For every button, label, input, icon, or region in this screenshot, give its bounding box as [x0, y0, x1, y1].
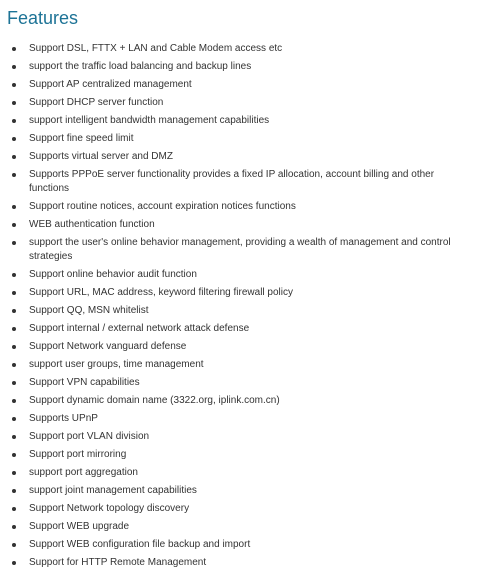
feature-text: Support DSL, FTTX + LAN and Cable Modem access etc [29, 43, 283, 54]
bullet-dot-icon [12, 241, 16, 245]
list-item [7, 218, 470, 232]
list-item [7, 358, 470, 372]
list-item [7, 268, 470, 282]
feature-text: Support for HTTP Remote Management [29, 557, 207, 568]
bullet-dot-icon [12, 47, 16, 51]
list-item [7, 556, 470, 570]
list-item [7, 466, 470, 480]
list-item [7, 168, 470, 196]
page-title: Features [7, 8, 79, 28]
feature-text: Support dynamic domain name (3322.org, iplink.com.cn) [29, 395, 280, 406]
bullet-dot-icon [12, 83, 16, 87]
list-item [7, 96, 470, 110]
feature-text: support the traffic load balancing and backup lines [29, 61, 252, 72]
bullet-dot-icon [12, 273, 16, 277]
bullet-dot-icon [12, 489, 16, 493]
bullet-dot-icon [12, 101, 16, 105]
bullet-dot-icon [12, 173, 16, 177]
bullet-dot-icon [12, 309, 16, 313]
bullet-dot-icon [12, 417, 16, 421]
bullet-dot-icon [12, 65, 16, 69]
feature-text: Support port mirroring [29, 449, 127, 460]
feature-text: Support AP centralized management [29, 79, 192, 90]
feature-text: support the user's online behavior management, providing a wealth of management and control strategies [29, 237, 451, 262]
bullet-dot-icon [12, 399, 16, 403]
list-item [7, 78, 470, 92]
list-item [7, 394, 470, 408]
list-item [7, 412, 470, 426]
feature-text: Supports PPPoE server functionality provides a fixed IP allocation, account billing and other functions [29, 169, 435, 194]
bullet-dot-icon [12, 291, 16, 295]
feature-text: Support VPN capabilities [29, 377, 140, 388]
list-item [7, 132, 470, 146]
list-item [7, 340, 470, 354]
feature-text: Support online behavior audit function [29, 269, 197, 280]
feature-text: support port aggregation [29, 467, 138, 478]
list-item [7, 322, 470, 336]
list-item [7, 42, 470, 56]
feature-text: Support internal / external network attack defense [29, 323, 250, 334]
feature-text: Support URL, MAC address, keyword filtering firewall policy [29, 287, 293, 298]
feature-text: Support WEB upgrade [29, 521, 130, 532]
list-item [7, 114, 470, 128]
bullet-dot-icon [12, 525, 16, 529]
list-item [7, 520, 470, 534]
feature-text: Support Network topology discovery [29, 503, 190, 514]
feature-text: support joint management capabilities [29, 485, 197, 496]
feature-text: Support port VLAN division [29, 431, 150, 442]
bullet-dot-icon [12, 327, 16, 331]
bullet-dot-icon [12, 435, 16, 439]
list-item [7, 200, 470, 214]
list-item [7, 484, 470, 498]
bullet-dot-icon [12, 561, 16, 565]
bullet-dot-icon [12, 507, 16, 511]
feature-text: Support Network vanguard defense [29, 341, 187, 352]
feature-text: Supports UPnP [29, 413, 98, 424]
feature-text: Supports virtual server and DMZ [29, 151, 173, 162]
list-item [7, 430, 470, 444]
list-item [7, 236, 470, 264]
bullet-dot-icon [12, 363, 16, 367]
feature-text: Support WEB configuration file backup and import [29, 539, 251, 550]
feature-text: Support QQ, MSN whitelist [29, 305, 149, 316]
bullet-dot-icon [12, 345, 16, 349]
bullet-dot-icon [12, 381, 16, 385]
list-item [7, 150, 470, 164]
list-item [7, 60, 470, 74]
list-item [7, 286, 470, 300]
feature-text: support user groups, time management [29, 359, 204, 370]
features-list [7, 42, 470, 570]
bullet-dot-icon [12, 223, 16, 227]
bullet-dot-icon [12, 205, 16, 209]
feature-text: WEB authentication function [29, 219, 155, 230]
list-item [7, 376, 470, 390]
feature-text: Support routine notices, account expiration notices functions [29, 201, 296, 212]
list-item [7, 448, 470, 462]
feature-text: support intelligent bandwidth management capabilities [29, 115, 270, 126]
bullet-dot-icon [12, 543, 16, 547]
list-item [7, 538, 470, 552]
bullet-dot-icon [12, 155, 16, 159]
bullet-dot-icon [12, 119, 16, 123]
bullet-dot-icon [12, 471, 16, 475]
bullet-dot-icon [12, 453, 16, 457]
feature-text: Support DHCP server function [29, 97, 164, 108]
feature-text: Support fine speed limit [29, 133, 134, 144]
list-item [7, 304, 470, 318]
bullet-dot-icon [12, 137, 16, 141]
list-item [7, 502, 470, 516]
